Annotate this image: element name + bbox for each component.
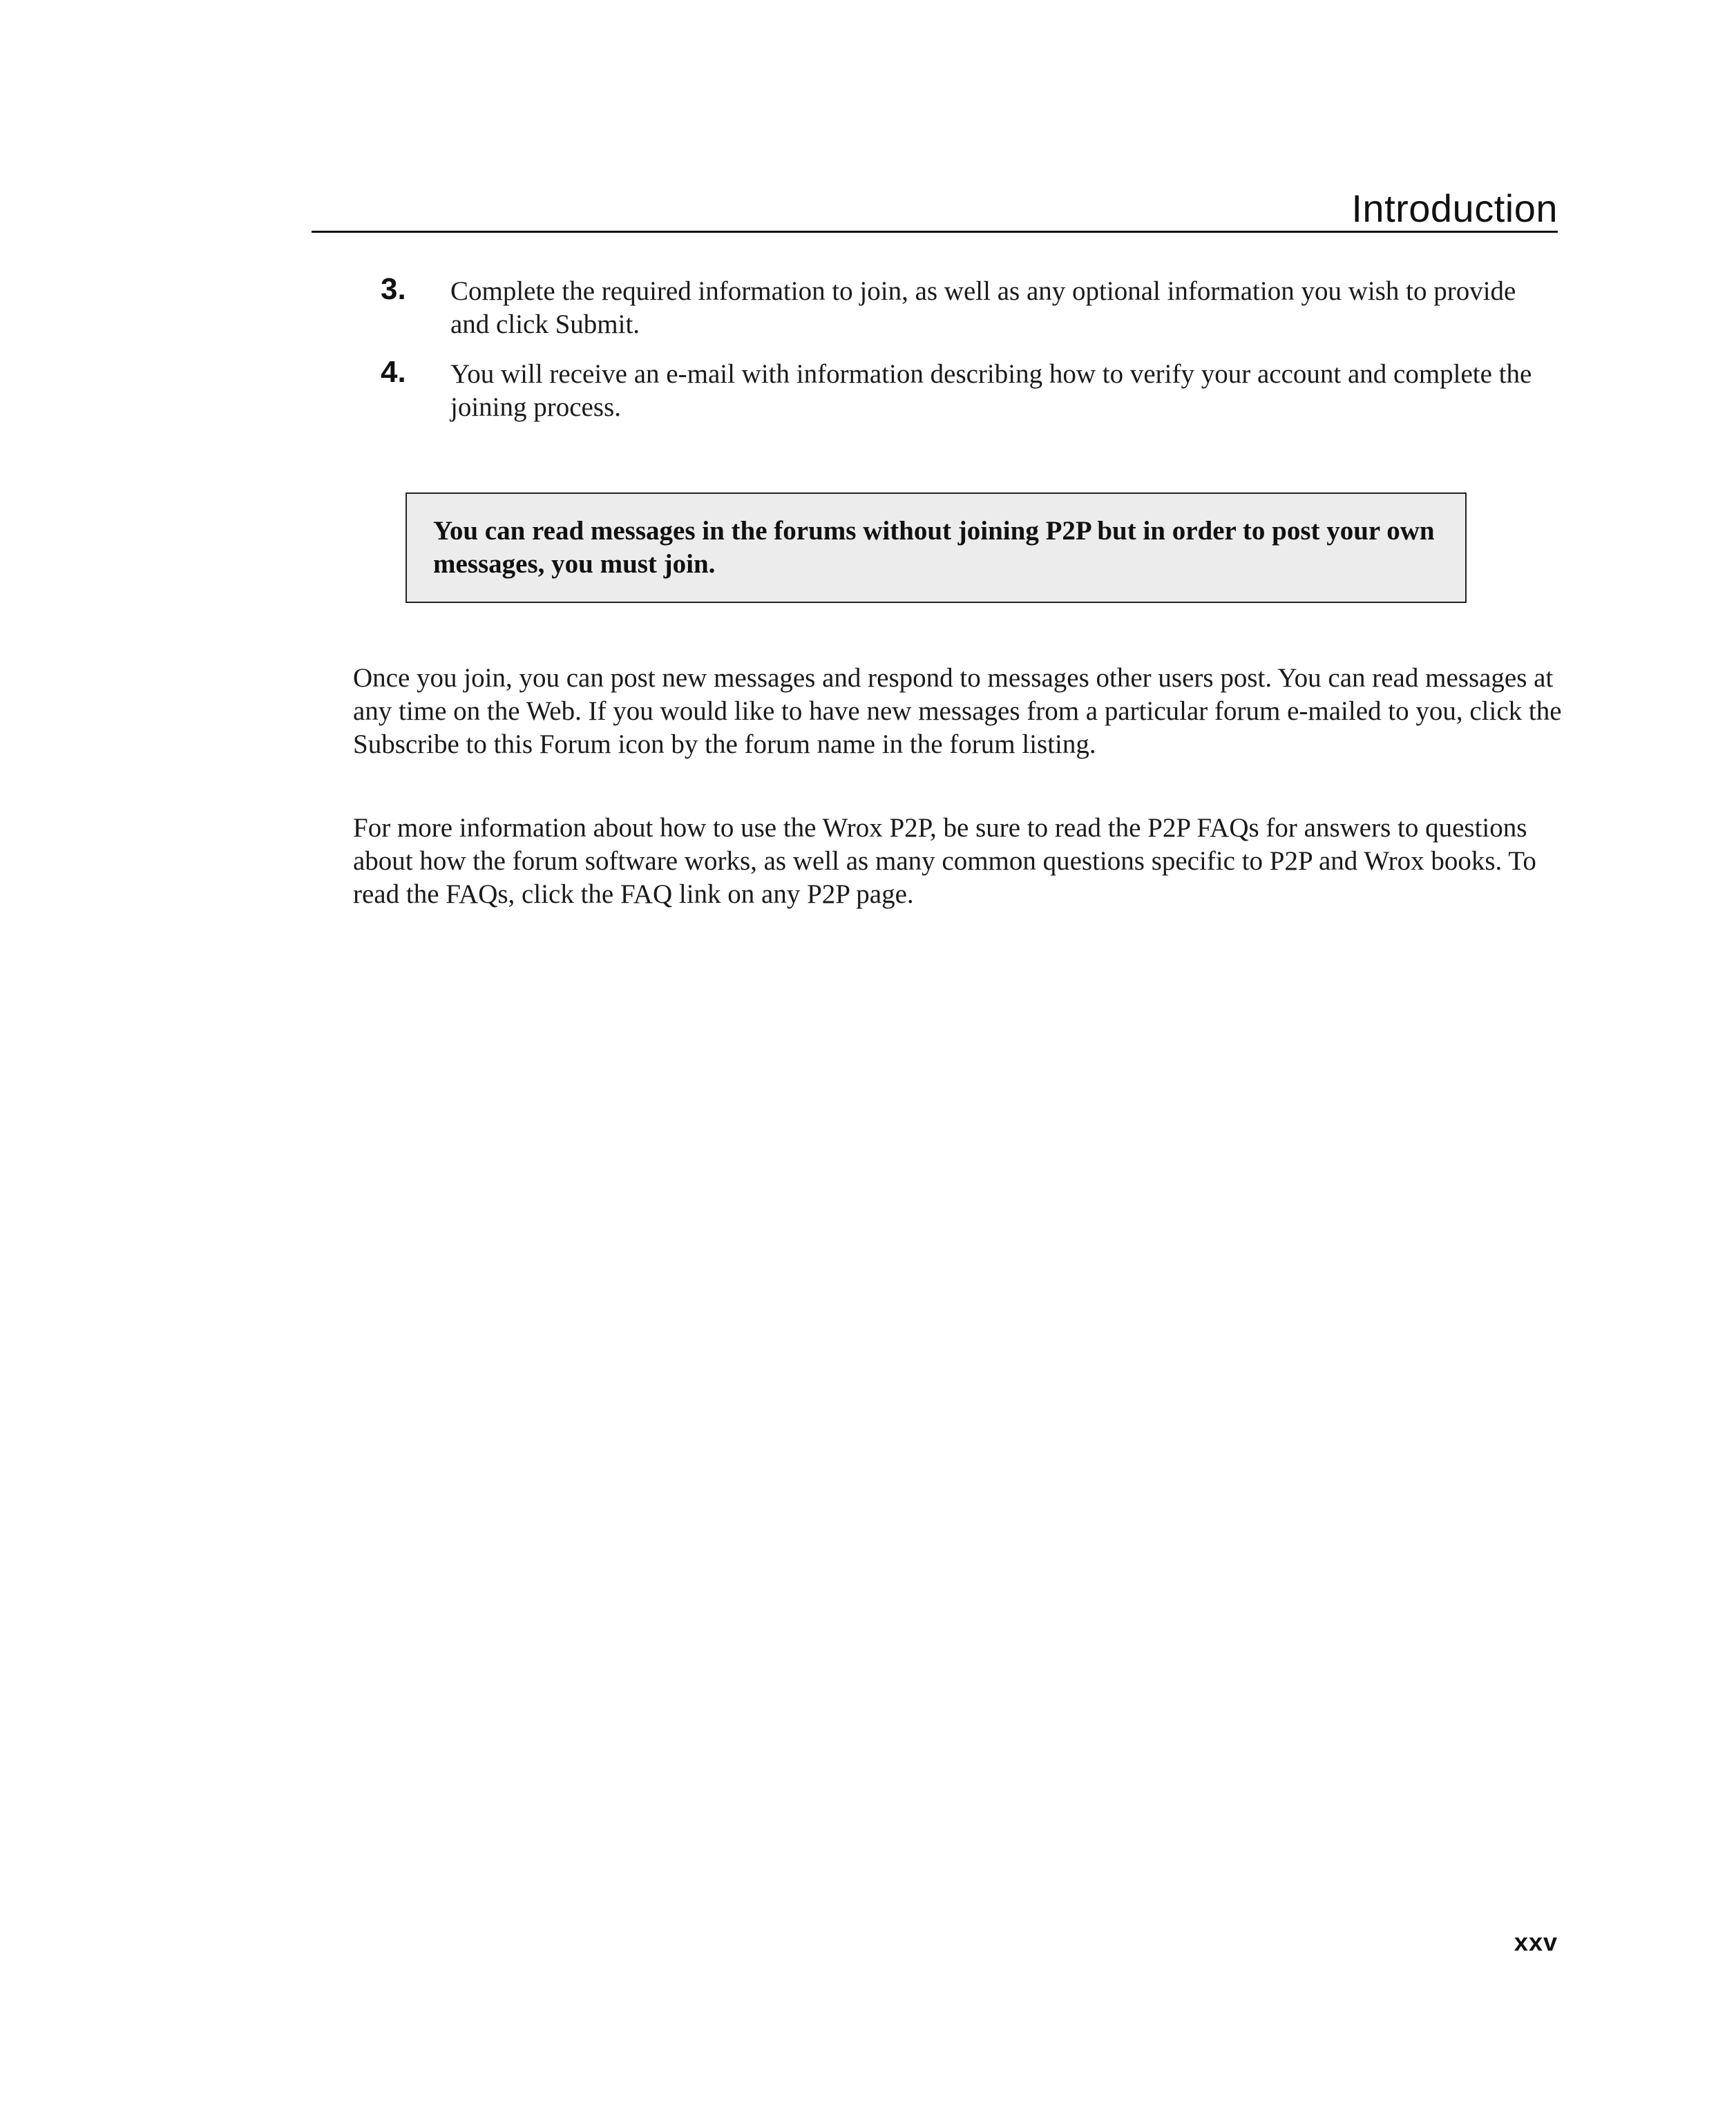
note-box	[406, 492, 1467, 603]
step-text: You will receive an e-mail with information describing how to verify your account and complete the joining process.	[450, 359, 1532, 422]
step-text: Complete the required information to join, as well as any optional information you wish to provide and click Submit.	[450, 276, 1516, 339]
body-paragraph: Once you join, you can post new messages and respond to messages other users post. You can read messages at any time on the Web. If you would like to have new messages from a particular forum e-mailed to you, click the Subscribe to this Forum icon by the forum name in the forum listing.	[353, 663, 1562, 759]
step-item	[312, 272, 1561, 341]
note-text: You can read messages in the forums without joining P2P but in order to post your own messages, you must join.	[433, 516, 1435, 579]
chapter-title: Introduction	[1351, 186, 1558, 230]
running-header	[312, 176, 1558, 233]
step-item	[312, 355, 1561, 424]
step-number: 4.	[381, 355, 406, 389]
step-number: 3.	[381, 272, 406, 306]
body-paragraph: For more information about how to use the Wrox P2P, be sure to read the P2P FAQs for answers to questions about how the forum software works, as well as many common questions specific to P2P and Wrox books. To read the FAQs, click the FAQ link on any P2P page.	[353, 813, 1536, 909]
numbered-steps	[312, 272, 1561, 441]
page-number: xxv	[1514, 1928, 1558, 1956]
